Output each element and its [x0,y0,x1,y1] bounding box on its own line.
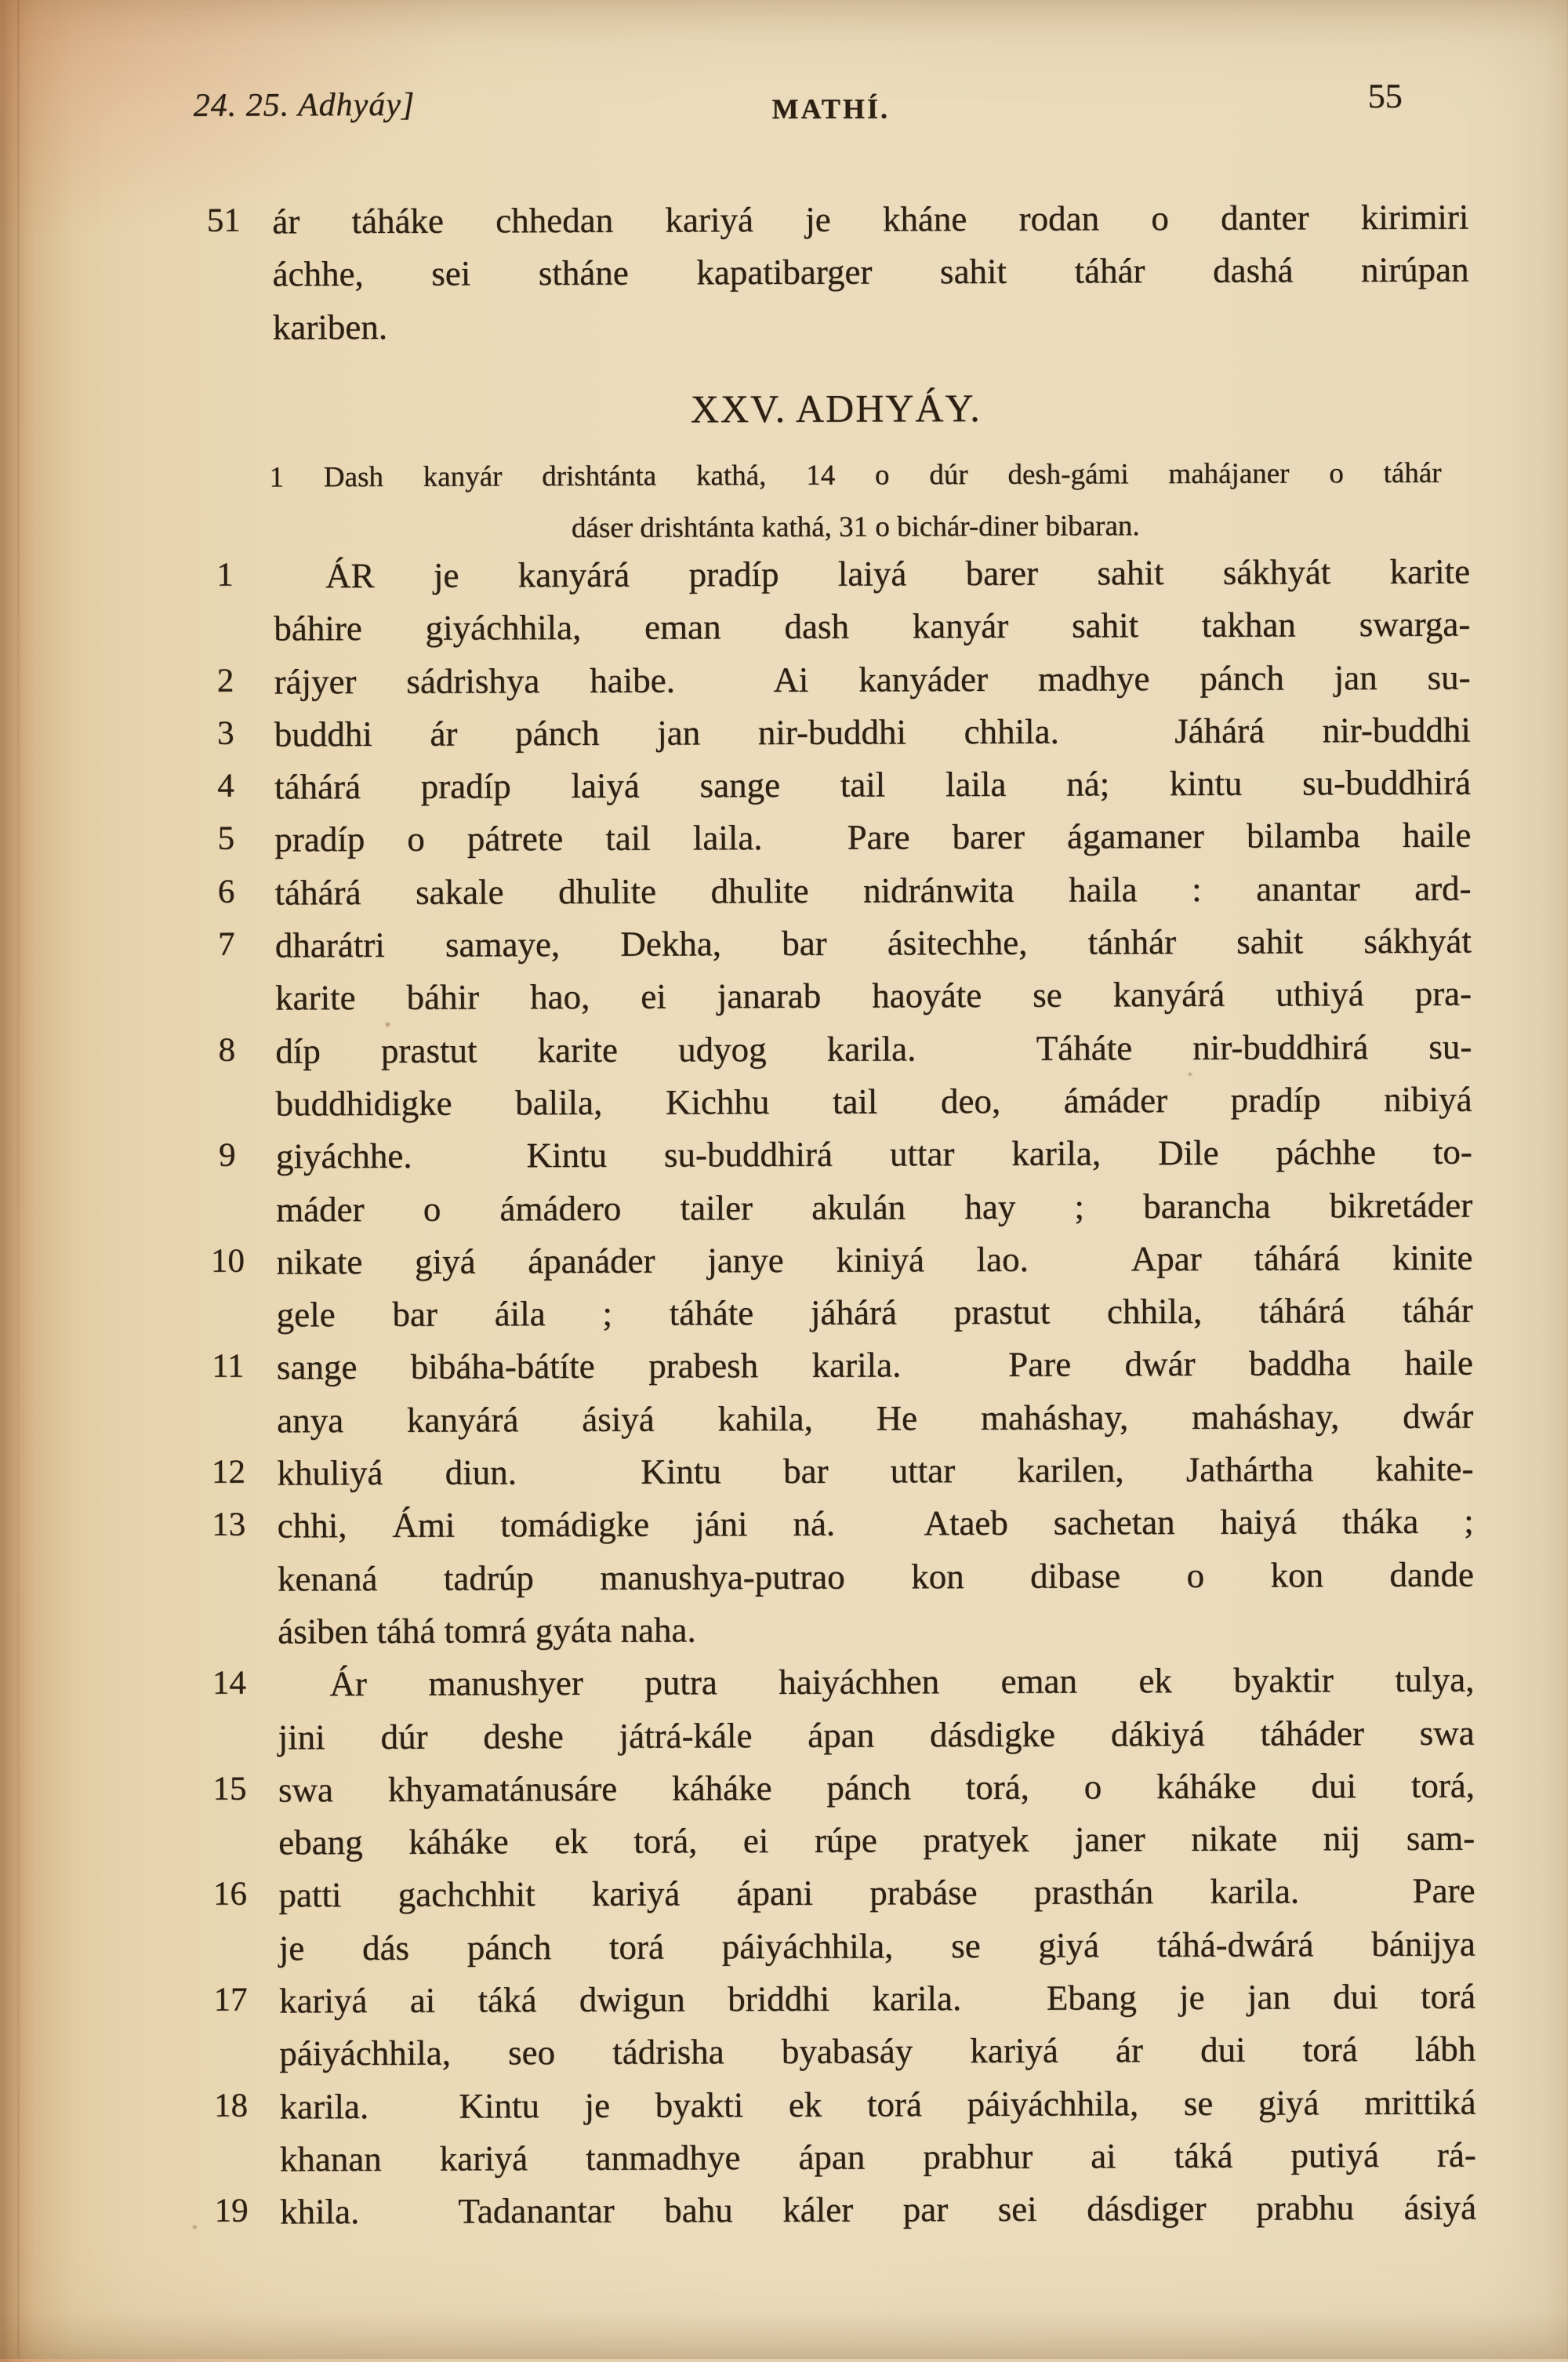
verse-line [1,1289,1568,1348]
verse-line-text: ebang káháke ek torá, ei rúpe pratyek janer nikate nij sam- [278,1818,1475,1863]
page-number: 55 [1338,76,1432,116]
verse-line-text: ár táháke chhedan kariyá je kháne rodan o danter kirimiri [272,197,1468,242]
verse-line [0,1184,1568,1243]
verse-line-text: buddhidigke balila, Kichhu tail deo, ámáder pradíp nibiyá [276,1079,1472,1125]
verse-line [0,249,1565,307]
verse-number: 8 [197,1030,256,1069]
verse-line [2,1606,1568,1665]
verse-line [1,1448,1568,1506]
summary-line-text: 1 Dash kanyár drishtánta kathá, 14 o dúr desh-gámi mahájaner o táhár [269,456,1441,495]
verse-line [0,1026,1568,1085]
verse-line [1,1395,1568,1454]
summary-line [0,456,1566,514]
verse-line-text: páiyáchhila, seo tádrisha byabasáy kariyá ár dui torá lábh [279,2029,1475,2074]
verse-line-text: karite báhir hao, ei janarab haoyáte se kanyárá uthiyá pra- [275,973,1472,1019]
verse-line-text: pradíp o pátrete tail laila. Pare barer ágamaner bilamba haile [274,815,1471,860]
verse-line-text: Ár manushyer putra haiyáchhen eman ek byaktir tulya, [278,1659,1474,1705]
verse-line [1,1343,1568,1401]
verse-number: 7 [197,925,256,964]
verse-line [0,815,1566,874]
verse-line [2,1712,1568,1771]
verse-line [0,1131,1568,1190]
verse-line [0,196,1564,255]
verse-line [0,973,1567,1032]
chapter-summary [0,456,1566,565]
verse-line-text: khuliyá diun. Kintu bar uttar karilen, Jathártha kahite- [277,1448,1473,1494]
verse-line-text: jini dúr deshe játrá-kále ápan dásdigke dákiyá táháder swa [278,1712,1475,1757]
verse-line-text: khanan kariyá tanmadhye ápan prabhur ai táká putiyá rá- [280,2135,1476,2180]
verse-number: 2 [195,661,255,700]
verse-line-text: báhire giyáchhila, eman dash kanyár sahit takhan swarga- [274,604,1470,649]
summary-line-text: dáser drishtánta kathá, 31 o bichár-diner bibaran. [270,508,1442,547]
verse-line-text: giyáchhe. Kintu su-buddhirá uttar karila, Dile páchhe to- [276,1132,1472,1177]
verse-line [3,1975,1568,2034]
verse-number: 4 [196,767,256,805]
verse-number: 11 [198,1347,258,1386]
verse-number: 1 [195,556,255,594]
verse-line [0,920,1567,979]
verse-51-block [0,196,1565,361]
body-text-block [0,551,1568,2245]
verse-line [0,656,1566,715]
verse-line-text: anya kanyárá ásiyá kahila, He maháshay, maháshay, dwár [277,1395,1473,1441]
verse-line-text: kariben. [273,302,1469,347]
verse-number: 14 [199,1664,259,1702]
verse-line-text: buddhi ár pánch jan nir-buddhi chhila. Jáhárá nir-buddhi [274,710,1471,755]
verse-line-text: díp prastut karite udyog karila. Táháte nir-buddhirá su- [275,1026,1472,1071]
verse-number: 3 [196,714,256,752]
verse-number: 12 [198,1453,258,1492]
verse-line [0,1078,1568,1137]
verse-line-text: karila. Kintu je byakti ek torá páiyáchhila, se giyá mrittiká [279,2081,1475,2127]
verse-line-text: swa khyamatánusáre káháke pánch torá, o káháke dui torá, [278,1764,1475,1810]
verse-line [3,2028,1568,2087]
verse-line-text: gele bar áila ; táháte jáhárá prastut chhila, táhárá táhár [277,1290,1473,1335]
verse-line [2,1764,1568,1823]
verse-number: 9 [198,1136,257,1175]
verse-line-text: táhárá pradíp laiyá sange tail laila ná; kintu su-buddhirá [274,762,1471,808]
verse-line-text: nikate giyá ápanáder janye kiniyá lao. Apar táhárá kinite [276,1237,1472,1282]
verse-line-text: chhi, Ámi tomádigke jáni ná. Ataeb sachetan haiyá tháka ; [278,1501,1474,1546]
verse-number: 6 [196,872,256,910]
verse-number: 13 [199,1506,259,1544]
verse-number: 17 [201,1981,260,2019]
verse-line [0,867,1567,926]
verse-line-text: máder o ámádero tailer akulán hay ; barancha bikretáder [276,1184,1472,1230]
chapter-heading: XXV. ADHYÁY. [238,383,1434,434]
running-header-chapter-ref: 24. 25. Adhyáy] [194,86,416,125]
verse-line [0,603,1566,662]
verse-line [2,1501,1568,1560]
running-header-book-title: MATHÍ. [233,90,1429,128]
verse-line-text: kenaná tadrúp manushya-putrao kon dibase o kon dande [278,1553,1474,1599]
verse-line [0,761,1566,820]
verse-line-text: dharátri samaye, Dekha, bar ásitechhe, tánhár sahit sákhyát [275,921,1472,966]
verse-line [3,1923,1568,1982]
paper-speck [1189,1073,1192,1076]
verse-line [0,1237,1568,1295]
verse-line-text: khila. Tadanantar bahu káler par sei dásdiger prabhu ásiyá [280,2187,1476,2233]
verse-line-text: táhárá sakale dhulite dhulite nidránwita haila : anantar ard- [274,867,1471,913]
verse-number: 51 [194,202,253,240]
verse-line [4,2134,1568,2193]
verse-line-text: rájyer sádrishya haibe. Ai kanyáder madhye pánch jan su- [274,656,1470,702]
paper-speck [193,2226,197,2229]
verse-line [2,1659,1568,1717]
verse-number: 16 [200,1875,260,1913]
verse-line [2,1817,1568,1876]
paper-speck [386,1023,390,1027]
verse-line-text: áchhe, sei stháne kapatibarger sahit táhár dashá nirúpan [272,249,1468,295]
verse-line [4,2186,1568,2245]
verse-number: 18 [201,2086,260,2124]
verse-number: 10 [198,1241,257,1280]
verse-line-text: je dás pánch torá páiyáchhila, se giyá táhá-dwárá bánijya [279,1923,1475,1968]
verse-line [2,1553,1568,1612]
verse-number: 19 [201,2192,261,2230]
verse-number: 15 [200,1769,260,1808]
verse-line [0,709,1566,768]
verse-line-text: patti gachchhit kariyá ápani prabáse prasthán karila. Pare [278,1870,1475,1916]
verse-line [0,302,1565,361]
verse-number: 5 [196,819,256,858]
verse-line [0,551,1566,609]
verse-line-text: ÁR je kanyárá pradíp laiyá barer sahit sákhyát karite [274,551,1470,597]
verse-line-text: kariyá ai táká dwigun briddhi karila. Ebang je jan dui torá [279,1976,1475,2022]
verse-line [2,1870,1568,1929]
verse-line-text: sange bibáha-bátíte prabesh karila. Pare dwár baddha haile [277,1343,1473,1388]
verse-line-text: ásiben táhá tomrá gyáta naha. [278,1607,1474,1652]
verse-line [3,2081,1568,2140]
